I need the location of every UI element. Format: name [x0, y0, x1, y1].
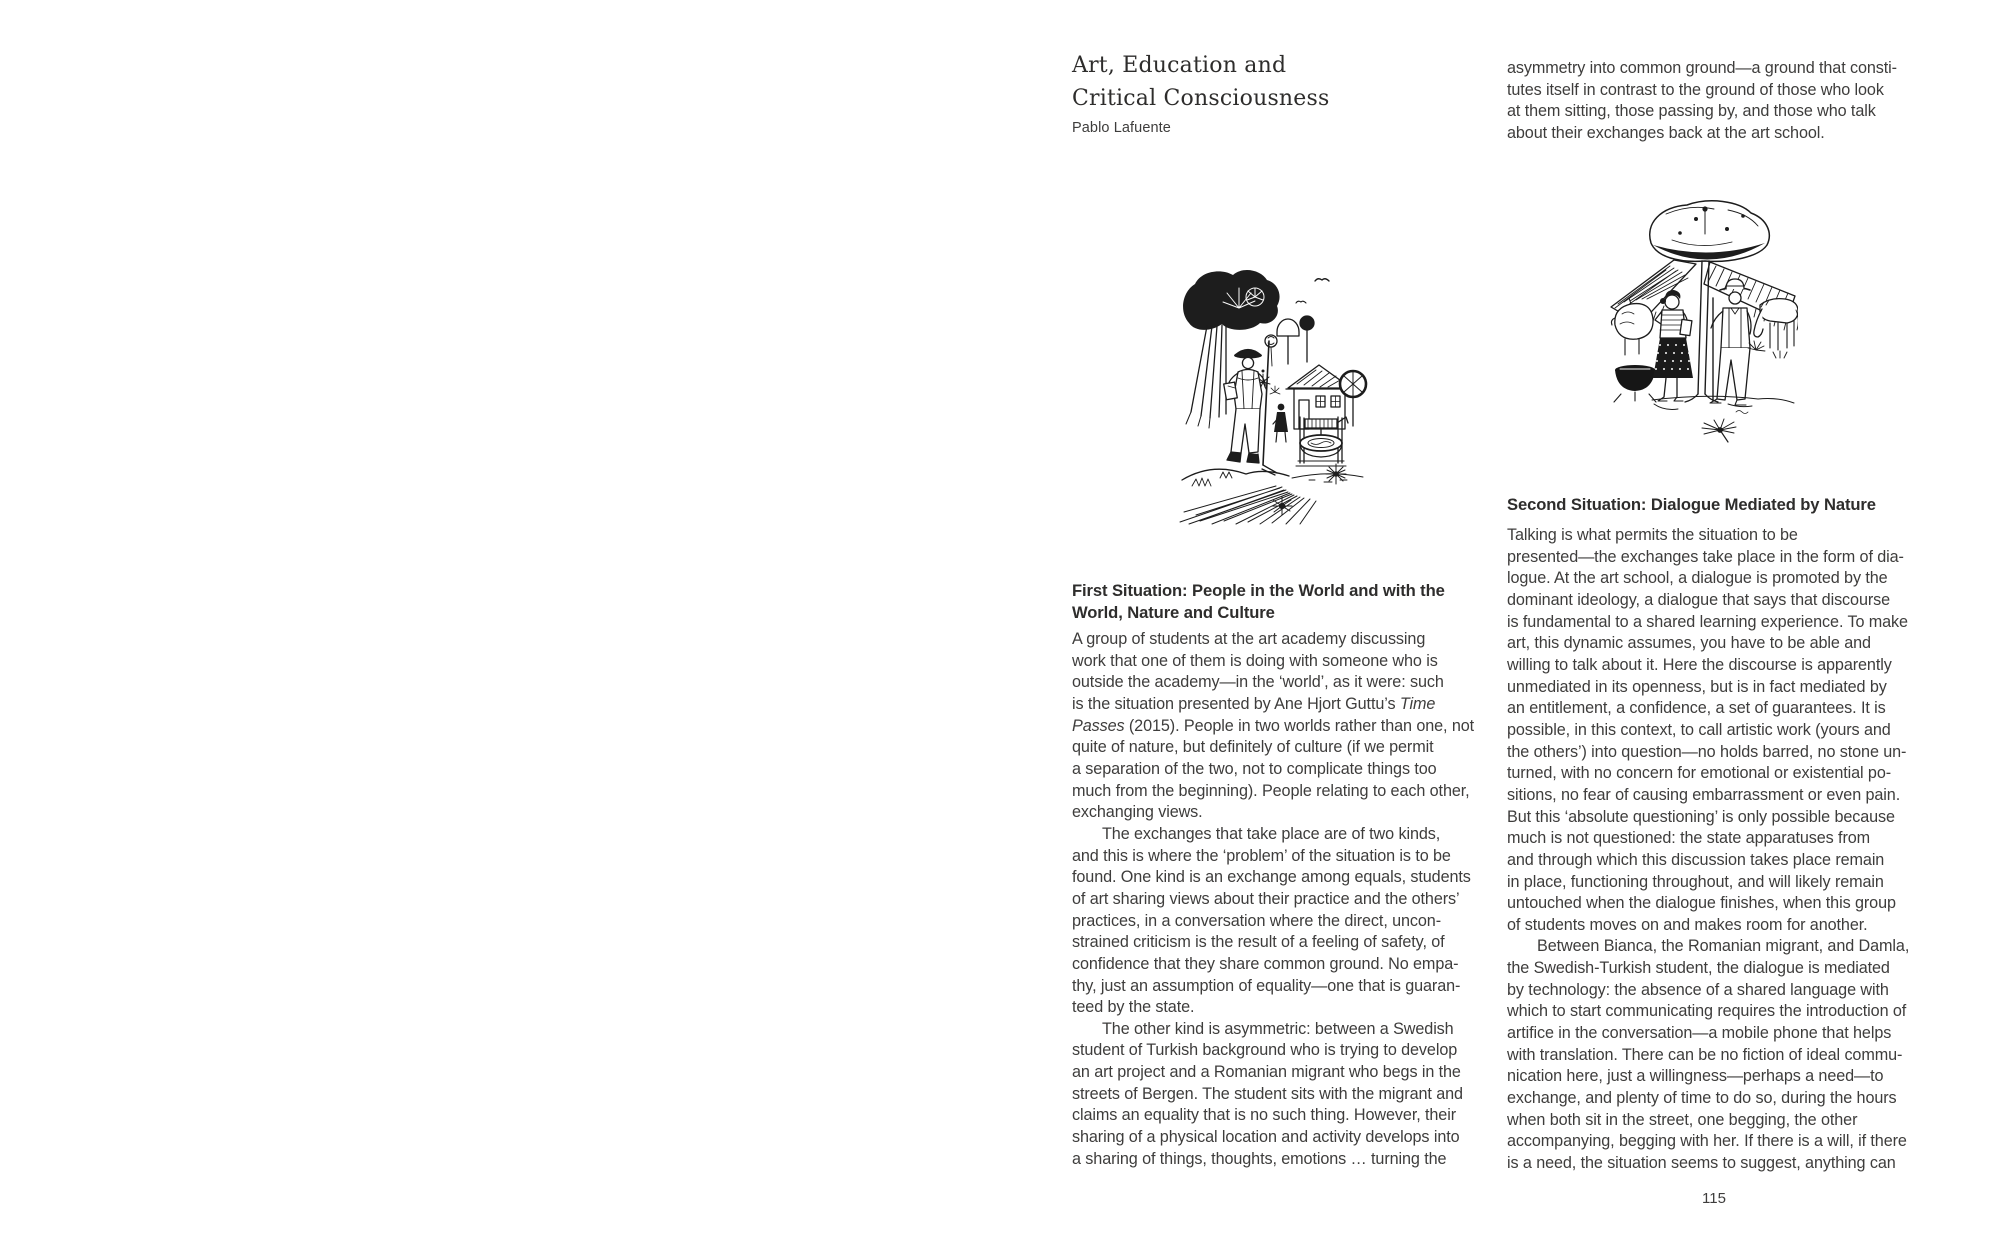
text-line: work that one of them is doing with someone who is — [1072, 651, 1438, 670]
text-line: an art project and a Romanian migrant who begs in the — [1072, 1063, 1461, 1082]
text-line: which to start communicating requires the introduction of — [1507, 1002, 1907, 1021]
article-title — [1072, 50, 1330, 115]
text-line: with translation. There can be no fiction of ideal commu- — [1507, 1045, 1903, 1064]
text-line: confidence that they share common ground. No empa- — [1072, 954, 1459, 973]
text-line: willing to talk about it. Here the discourse is apparently — [1507, 655, 1892, 674]
text-line: of students moves on and makes room for another. — [1507, 915, 1868, 934]
text-line: is the situation presented by Ane Hjort Guttu’s Time — [1072, 694, 1436, 713]
text-line: The exchanges that take place are of two kinds, — [1102, 824, 1441, 843]
text-line: sitions, no fear of causing embarrassment or even pain. — [1507, 785, 1901, 804]
text-line: by technology: the absence of a shared language with — [1507, 980, 1889, 999]
text-line: Between Bianca, the Romanian migrant, and Damla, — [1537, 937, 1910, 956]
text-line: the Swedish-Turkish student, the dialogue is mediated — [1507, 959, 1890, 978]
text-line: is fundamental to a shared learning experience. To make — [1507, 612, 1908, 631]
first-situation-illustration — [1176, 266, 1368, 528]
text-line: and through which this discussion takes place remain — [1507, 850, 1885, 869]
text-line: Talking is what permits the situation to be — [1507, 526, 1798, 544]
text-line: at them sitting, those passing by, and those who talk — [1507, 102, 1876, 121]
text-line: unmediated in its openness, but is in fact mediated by — [1507, 677, 1887, 696]
text-line: outside the academy—in the ‘world’, as it were: such — [1072, 673, 1444, 692]
second-situation-illustration — [1608, 198, 1798, 446]
text-line: asymmetry into common ground—a ground that consti- — [1507, 59, 1897, 77]
text-line: Second Situation: Dialogue Mediated by Nature — [1507, 495, 1876, 514]
text-line: thy, just an assumption of equality—one that is guaran- — [1072, 976, 1461, 995]
farmer-tree-house-drawing — [1176, 266, 1368, 528]
text-line: The other kind is asymmetric: between a Swedish — [1102, 1019, 1454, 1038]
text-line: turned, with no concern for emotional or existential po- — [1507, 764, 1892, 783]
text-line: strained criticism is the result of a feeling of safety, of — [1072, 933, 1445, 952]
text-line: an entitlement, a confidence, a set of guarantees. It is — [1507, 699, 1886, 718]
text-line: artifice in the conversation—a mobile phone that helps — [1507, 1024, 1892, 1043]
text-line: when both sit in the street, one begging, the other — [1507, 1110, 1858, 1129]
text-line: quite of nature, but definitely of culture (if we permit — [1072, 738, 1434, 757]
text-line: much from the beginning). People relating to each other, — [1072, 781, 1470, 800]
text-line: about their exchanges back at the art school. — [1507, 123, 1825, 142]
text-line: is a need, the situation seems to suggest, anything can — [1507, 1154, 1896, 1173]
first-situation-heading — [1072, 580, 1445, 624]
text-line: a sharing of things, thoughts, emotions … turning the — [1072, 1149, 1447, 1168]
text-line: much is not questioned: the state apparatuses from — [1507, 829, 1871, 848]
text-line: the others’) into question—no holds barred, no stone un- — [1507, 742, 1907, 761]
text-line: Passes (2015). People in two worlds rather than one, not — [1072, 716, 1475, 735]
text-line: art, this dynamic assumes, you have to be able and — [1507, 634, 1871, 653]
left-column-body — [1072, 629, 1490, 1170]
text-line: claims an equality that is no such thing. However, their — [1072, 1106, 1456, 1125]
text-line: in place, functioning throughout, and will likely remain — [1507, 872, 1884, 891]
text-line: First Situation: People in the World and with the — [1072, 581, 1445, 600]
text-line: logue. At the art school, a dialogue is promoted by the — [1507, 569, 1888, 588]
text-line: But this ‘absolute questioning’ is only possible because — [1507, 807, 1895, 826]
text-line: found. One kind is an exchange among equals, students — [1072, 868, 1471, 887]
text-line: sharing of a physical location and activity develops into — [1072, 1128, 1460, 1147]
text-line: A group of students at the art academy discussing — [1072, 630, 1426, 648]
text-line: nication here, just a willingness—perhaps a need—to — [1507, 1067, 1884, 1086]
text-line: Art, Education and — [1072, 53, 1287, 78]
text-line: teed by the state. — [1072, 998, 1195, 1017]
text-line: a separation of the two, not to complicate things too — [1072, 759, 1437, 778]
second-situation-heading — [1507, 494, 1876, 516]
text-line: streets of Bergen. The student sits with the migrant and — [1072, 1084, 1463, 1103]
text-line: exchanging views. — [1072, 803, 1203, 822]
article-author: Pablo Lafuente — [1072, 120, 1171, 136]
right-column-intro — [1507, 58, 1921, 145]
text-line: student of Turkish background who is trying to develop — [1072, 1041, 1458, 1060]
text-line: possible, in this context, to call artistic work (yours and — [1507, 720, 1891, 739]
text-line: exchange, and plenty of time to do so, during the hours — [1507, 1089, 1897, 1108]
text-line: World, Nature and Culture — [1072, 603, 1275, 623]
text-line: untouched when the dialogue finishes, when this group — [1507, 894, 1896, 913]
text-line: accompanying, begging with her. If there is a will, if there — [1507, 1132, 1907, 1151]
dialogue-under-tree-drawing — [1608, 198, 1798, 446]
text-line: and this is where the ‘problem’ of the situation is to be — [1072, 846, 1451, 865]
text-line: tutes itself in contrast to the ground of those who look — [1507, 80, 1884, 99]
text-line: Critical Consciousness — [1072, 85, 1330, 111]
page-number: 115 — [1702, 1190, 1726, 1207]
text-line: presented—the exchanges take place in the form of dia- — [1507, 547, 1904, 566]
text-line: dominant ideology, a dialogue that says that discourse — [1507, 590, 1891, 609]
right-column-body — [1507, 525, 1921, 1175]
text-line: practices, in a conversation where the direct, uncon- — [1072, 911, 1442, 930]
text-line: of art sharing views about their practice and the others’ — [1072, 889, 1460, 908]
